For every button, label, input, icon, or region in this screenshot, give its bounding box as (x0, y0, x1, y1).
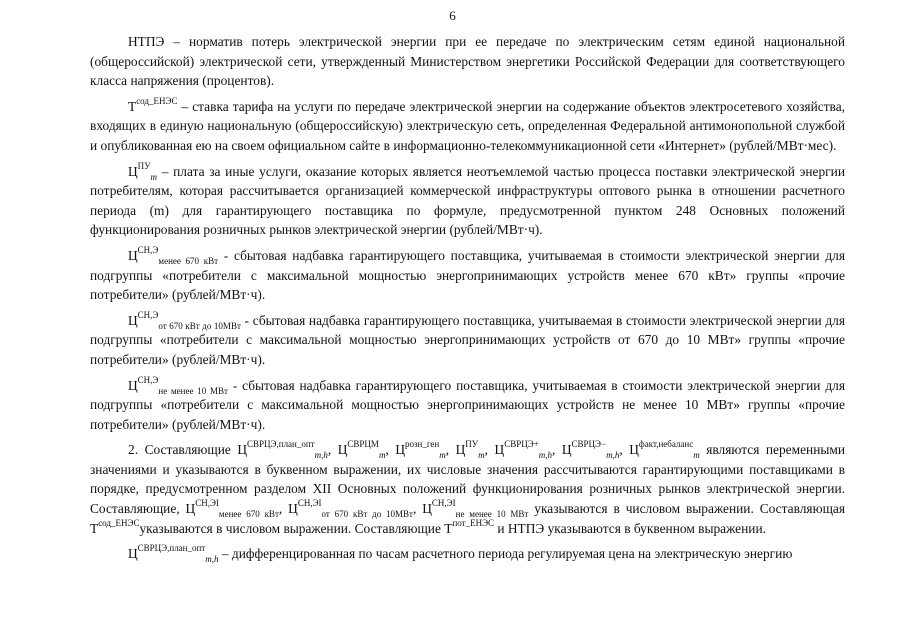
component-superscript: розн_ген (404, 439, 440, 450)
paragraph-markup-670-to-10 (90, 311, 845, 370)
component-subscript: m (478, 450, 485, 461)
component-superscript: СВРЦЭ− (571, 439, 607, 450)
component-symbol: Ц (422, 501, 432, 517)
component-superscript: сод_ЕНЭС (98, 517, 140, 528)
symbol-base: Ц (128, 163, 138, 179)
paragraph-markup-under-670 (90, 246, 845, 305)
separator: , (278, 501, 289, 517)
paragraph-text: – норматив потерь электрической энергии при ее передаче по электрическим сетям единой национальной (общероссийской) электрической сети, утвержденный Министерством энергетики Российской Федерации для соответствующего класса напряжения (процентов). (90, 34, 845, 89)
symbol-subscript: m,h (205, 554, 219, 565)
component-superscript: СН,ЭI (431, 498, 456, 509)
symbol-subscript: менее 670 кВт (158, 255, 219, 266)
paragraph-ntpe (90, 32, 845, 91)
component-symbol: Ц (561, 442, 572, 458)
component-superscript: пот_ЕНЭС (452, 517, 495, 528)
component-symbol: Т (444, 520, 453, 536)
component-symbol: Ц (629, 442, 639, 458)
component-subscript: не менее 10 МВт (455, 509, 529, 520)
symbol-subscript: m (150, 171, 158, 182)
symbol-base: Т (128, 98, 137, 114)
symbol-base: Ц (128, 377, 138, 393)
paragraph-text: - сбытовая надбавка гарантирующего поставщика, учитываемая в стоимости электрической энергии для подгруппы «потребители с максимальной мощностью энергопринимающих устройств менее 670 кВт» группы «прочие потребители» (рублей/МВт·ч). (90, 247, 845, 303)
paragraph-text: указываются в числовом выражении. Составляющая (528, 501, 845, 517)
separator: , (619, 442, 630, 458)
component-symbol: Ц (337, 442, 348, 458)
separator: , (327, 442, 338, 458)
component-symbol: Ц (395, 442, 405, 458)
paragraph-lead: 2. Составляющие (128, 442, 238, 458)
component-subscript: m,h (538, 450, 552, 461)
component-superscript: СВРЦЭ,план_опт (247, 439, 315, 450)
component-subscript: m (693, 450, 700, 461)
component-superscript: СВРЦМ (347, 439, 379, 450)
symbol-superscript: СН,Э (137, 309, 159, 320)
separator: , (552, 442, 562, 458)
separator: , (412, 501, 423, 517)
component-superscript: факт,небаланс (638, 439, 694, 450)
paragraph-other-services-fee (90, 162, 845, 240)
paragraph-text: - сбытовая надбавка гарантирующего поставщика, учитываемая в стоимости электрической энергии для подгруппы «потребители с максимальной мощностью энергопринимающих устройств не менее 10 МВт» группы «прочие потребители» (рублей/МВт·ч). (90, 377, 845, 432)
separator: , (385, 442, 396, 458)
component-subscript: m,h (606, 450, 620, 461)
component-superscript: ПУ (465, 439, 479, 450)
symbol-subscript: от 670 кВт до 10МВт (158, 320, 241, 331)
symbol-superscript: СН,Э (137, 374, 159, 385)
paragraph-text: – дифференцированная по часам расчетного периода регулируемая цена на электрическую энергию (218, 546, 793, 562)
symbol-base: Ц (128, 546, 138, 562)
symbol-subscript: не менее 10 МВт (158, 385, 228, 396)
component-superscript: СВРЦЭ+ (504, 439, 539, 450)
separator: , (484, 442, 495, 458)
paragraph-text: и НТПЭ указываются в буквенном выражении. (494, 520, 766, 536)
component-superscript: СН,ЭI (297, 498, 322, 509)
symbol-superscript: СВРЦЭ,план_опт (137, 543, 206, 554)
symbol-base: Ц (128, 312, 138, 328)
paragraph-text: указываются в числовом выражении. Составляющие (139, 520, 445, 536)
paragraph-text: - сбытовая надбавка гарантирующего поставщика, учитываемая в стоимости электрической энергии для подгруппы «потребители с максимальной мощностью энергопринимающих устройств от 670 до 10 МВт» группы «прочие потребители» (рублей/МВт·ч). (90, 312, 845, 367)
paragraph-text: являются переменными значениями и указываются в буквенном выражении, их числовые значения рассчитываются гарантирующими поставщиками в порядке, предусмотренном разделом XII Основных положений функционирования розничных рынков электрической энергии. Составляющие, (90, 442, 846, 517)
paragraph-regulated-price (90, 544, 845, 564)
symbol-superscript: сод_ЕНЭС (136, 95, 178, 106)
page-number: 6 (449, 8, 456, 23)
separator: , (445, 442, 456, 458)
component-symbol: Т (90, 520, 99, 536)
component-symbol: Ц (455, 442, 466, 458)
component-superscript: СН,ЭI (195, 498, 219, 509)
paragraph-markup-over-10 (90, 376, 845, 435)
paragraph-text: – ставка тарифа на услуги по передаче электрической энергии на содержание объектов электросетевого хозяйства, входящих в единую национальную (общероссийскую) электрическую сеть, определенная Федеральной антимонопольной службой и опубликованная ею на своем официальном сайте в информационно-телекоммуникационной сети «Интернет» (рублей/МВт·мес). (90, 98, 845, 153)
component-subscript: m,h (314, 450, 328, 461)
symbol-base: Ц (128, 247, 138, 263)
component-symbol: Ц (288, 501, 298, 517)
paragraph-tariff-rate (90, 97, 845, 156)
symbol-ntpe: НТПЭ (128, 34, 165, 49)
paragraph-components (90, 440, 845, 538)
component-symbol: Ц (494, 442, 505, 458)
component-subscript: m (439, 450, 446, 461)
component-subscript: m (378, 450, 386, 461)
component-subscript: от 670 кВт до 10МВт (321, 509, 413, 520)
component-symbol: Ц (237, 442, 248, 458)
component-symbol: Ц (185, 501, 196, 517)
component-subscript: менее 670 кВт (218, 509, 279, 520)
symbol-superscript: ПУ (137, 160, 151, 171)
symbol-superscript: СН,Э (137, 244, 159, 255)
paragraph-text: – плата за иные услуги, оказание которых является неотъемлемой частью процесса поставки электрической энергии потребителям, которая рассчитывается организацией коммерческой инфраструктуры оптового рынка в отношении расчетного периода (m) для гарантирующего поставщика по формуле, предусмотренной пунктом 248 Основных положений функционирования розничных рынков электрической энергии (рублей/МВт·ч). (90, 163, 845, 238)
